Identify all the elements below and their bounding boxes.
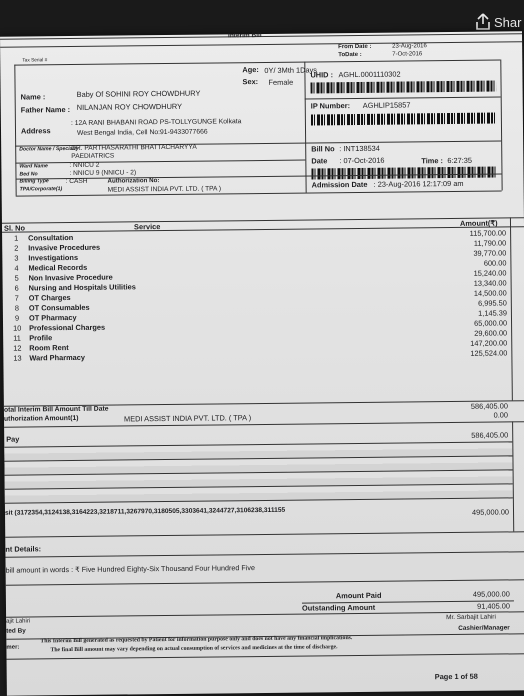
- pay-amount: 586,405.00: [471, 430, 509, 440]
- service-name: Nursing and Hospitals Utilities: [28, 282, 136, 293]
- bill-number-label: Bill No: [311, 144, 335, 154]
- billing-type-value: : CASH: [65, 177, 88, 186]
- service-name: Investigations: [28, 252, 79, 263]
- service-amount: 13,340.00: [473, 278, 507, 288]
- doctor-specialty: PAEDIATRICS: [71, 152, 115, 160]
- service-name: Invasive Procedures: [28, 242, 101, 253]
- tpa-corporate-label: TPA/Corporate(1): [19, 186, 63, 193]
- cashier-label: Cashier/Manager: [458, 624, 510, 632]
- service-amount: 147,200.00: [470, 338, 508, 348]
- outstanding-amount-label: Outstanding Amount: [301, 602, 376, 613]
- service-name: Ward Pharmacy: [29, 352, 86, 363]
- service-name: OT Consumables: [28, 302, 90, 313]
- interim-total-amount: 586,405.00: [470, 401, 508, 411]
- interim-total-label: otal Interim Bill Amount Till Date: [3, 405, 109, 414]
- service-name: OT Charges: [28, 293, 71, 303]
- service-amount: 11,790.00: [473, 238, 507, 248]
- row-number: 11: [13, 333, 21, 343]
- uhid-label: UHID :: [310, 70, 334, 80]
- row-number: 6: [14, 283, 19, 293]
- deposit-amount: 495,000.00: [471, 507, 510, 517]
- bed-number-label: Bed No: [19, 171, 38, 178]
- row-number: 10: [13, 323, 22, 333]
- authorization-amount: 0.00: [493, 410, 509, 420]
- doctor-name: DR. PARTHASARATHI BHATTACHARYYA: [71, 143, 197, 152]
- service-amount: 39,770.00: [473, 248, 507, 258]
- from-date-label: From Date :: [338, 43, 372, 51]
- bill-number-value: : INT138534: [339, 143, 380, 154]
- service-name: Non Invasive Procedure: [28, 272, 113, 283]
- bed-number-value: : NNICU 9 (NNICU - 2): [69, 169, 137, 178]
- admission-date-label: Admission Date: [311, 179, 368, 190]
- ip-number-value: AGHLIP15857: [362, 100, 411, 110]
- authorization-number-label: Authorization No:: [107, 177, 160, 185]
- cashier-name: Mr. Sarbajit Lahiri: [446, 613, 496, 622]
- disclaimer-label: mer:: [6, 644, 20, 651]
- bill-heading: Interim Bill: [227, 31, 262, 40]
- service-name: Professional Charges: [29, 322, 106, 333]
- address-line-2: West Bengal India, Cell No:91-9433077666: [76, 128, 208, 137]
- payment-details-label: nt Details:: [5, 544, 42, 554]
- column-header-service: Service: [133, 222, 161, 232]
- service-amount: 29,600.00: [474, 328, 508, 338]
- billing-type-label: Billing Type: [19, 178, 49, 185]
- name-label: Name :: [20, 92, 46, 102]
- admission-date-value: : 23-Aug-2016 12:17:09 am: [373, 178, 464, 189]
- row-number: 1: [14, 233, 19, 243]
- interim-bill-document: [0, 31, 524, 695]
- row-number: 3: [14, 253, 19, 263]
- authorization-amount-label: uthorization Amount(1): [3, 414, 79, 423]
- service-name: Profile: [29, 333, 53, 343]
- pay-label: Pay: [6, 434, 20, 444]
- address-label: Address: [20, 126, 51, 136]
- time-label: Time :: [421, 156, 444, 166]
- date-value: : 07-Oct-2016: [339, 155, 385, 166]
- row-number: 13: [13, 353, 22, 363]
- service-name: OT Pharmacy: [28, 312, 77, 323]
- column-header-slno: Sl. No: [3, 223, 26, 233]
- time-value: 6:27:35: [447, 155, 473, 166]
- ip-number-label: IP Number:: [310, 101, 351, 111]
- row-number: 9: [14, 313, 20, 323]
- prepared-by-name: ajit Lahiri: [6, 618, 31, 625]
- deposit-receipts-label: sit (3172354,3124138,3164223,3218711,3267970,3180505,3303641,3244727,3106238,311155: [4, 506, 286, 517]
- tax-serial-label: Tax Serial #: [22, 58, 48, 64]
- service-amount: 65,000.00: [474, 318, 508, 328]
- amount-paid-value: 495,000.00: [472, 589, 510, 599]
- authorization-party: MEDI ASSIST INDIA PVT. LTD. ( TPA ): [123, 413, 252, 424]
- service-name: Consultation: [28, 232, 74, 243]
- service-amount: 6,995.50: [478, 298, 507, 308]
- father-name-label: Father Name :: [20, 105, 71, 115]
- service-amount: 600.00: [483, 258, 507, 268]
- column-header-amount: Amount(₹): [459, 218, 498, 228]
- amount-paid-label: Amount Paid: [335, 590, 382, 601]
- service-amount: 15,240.00: [473, 268, 507, 278]
- age-value: 0Y/ 3Mth 1Days: [264, 65, 318, 75]
- service-amount: 14,500.00: [473, 288, 507, 298]
- uhid-barcode: [311, 81, 497, 94]
- ward-name-value: : NNICU 2: [69, 161, 100, 170]
- service-amount: 1,145.39: [478, 308, 507, 318]
- age-label: Age:: [242, 65, 259, 75]
- ward-name-label: Ward Name: [19, 163, 48, 170]
- share-label: Shar: [494, 15, 522, 30]
- service-name: Medical Records: [28, 262, 88, 273]
- service-name: Room Rent: [29, 343, 69, 353]
- row-number: 4: [14, 263, 19, 273]
- from-date-value: 23-Aug-2016: [392, 43, 427, 50]
- father-name: NILANJAN ROY CHOWDHURY: [76, 101, 183, 112]
- patient-name: Baby Of SOHINI ROY CHOWDHURY: [76, 88, 201, 99]
- prepared-by-label: ted By: [6, 627, 26, 635]
- sex-value: Female: [268, 77, 294, 87]
- share-icon: [474, 13, 492, 31]
- doctor-label: Doctor Name / Specialty: [19, 145, 79, 153]
- date-label: Date: [311, 156, 328, 166]
- page-number: Page 1 of 58: [434, 671, 478, 682]
- ip-barcode: [311, 113, 497, 126]
- uhid-value: AGHL.0001110302: [338, 69, 401, 80]
- outstanding-amount-value: 91,405.00: [477, 601, 511, 611]
- disclaimer-line-1: This Interim Bill generated as requested by Patient for information purpose only and does not have any financial implications.: [40, 635, 353, 645]
- row-number: 7: [14, 293, 19, 303]
- service-amount: 115,700.00: [469, 228, 507, 238]
- address-line-1: : 12A RANI BHABANI ROAD PS-TOLLYGUNGE Kolkata: [70, 118, 242, 127]
- sex-label: Sex:: [242, 77, 259, 87]
- to-date-label: ToDate :: [338, 51, 362, 59]
- tpa-name: MEDI ASSIST INDIA PVT. LTD. ( TPA ): [107, 185, 222, 194]
- row-number: 2: [14, 243, 19, 253]
- service-amount: 125,524.00: [470, 348, 508, 358]
- amount-in-words: bill amount in words : ₹ Five Hundred Eighty-Six Thousand Four Hundred Five: [5, 563, 255, 575]
- row-number: 5: [14, 273, 19, 283]
- to-date-value: 7-Oct-2016: [392, 51, 423, 58]
- row-number: 8: [14, 303, 20, 313]
- row-number: 12: [13, 343, 22, 353]
- disclaimer-line-2: The final Bill amount may vary depending on actual consumption of services and medicines at the time of discharge.: [50, 644, 338, 654]
